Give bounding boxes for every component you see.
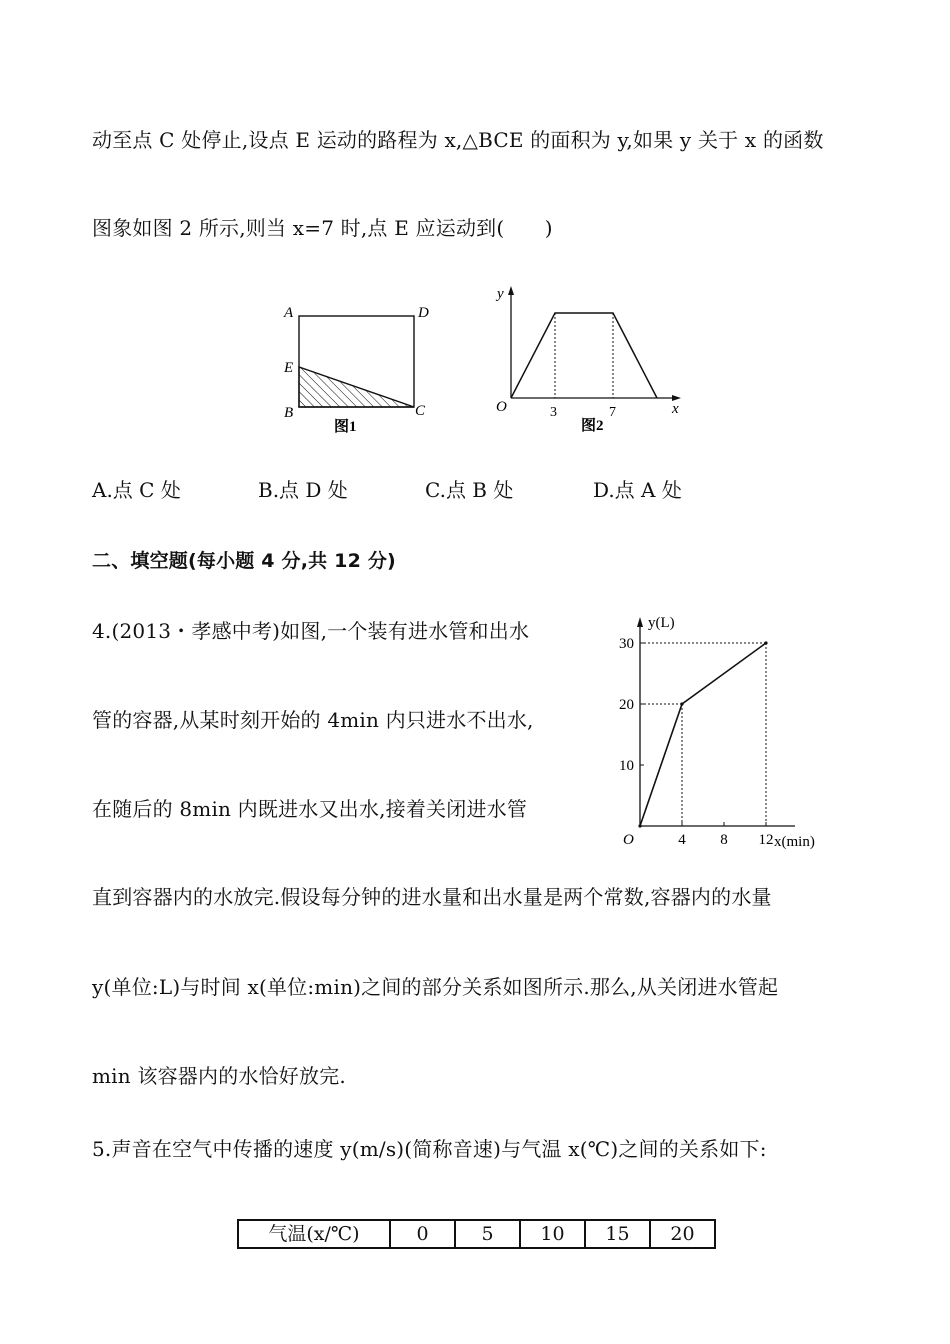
chart-origin-label: O (623, 832, 634, 848)
table-cell: 5 (455, 1220, 520, 1248)
figure-2-tick-3: 3 (550, 405, 557, 420)
q4-line-4: 直到容器内的水放完.假设每分钟的进水量和出水量是两个常数,容器内的水量 (92, 885, 772, 909)
option-b[interactable]: B.点 D 处 (258, 478, 348, 502)
table-cell: 0 (390, 1220, 455, 1248)
table-header-cell: 气温(x/℃) (238, 1220, 390, 1248)
chart-series-line (640, 643, 766, 826)
figure-1 (270, 295, 440, 445)
label-b: B (284, 405, 294, 421)
text-line-2: 图象如图 2 所示,则当 x=7 时,点 E 应运动到( ) (92, 216, 553, 240)
chart-y-tick-label: 10 (619, 758, 634, 774)
q5-line-1: 5.声音在空气中传播的速度 y(m/s)(简称音速)与气温 x(℃)之间的关系如下: (92, 1137, 767, 1161)
label-d: D (418, 305, 429, 321)
figure-1-caption: 图1 (334, 419, 357, 435)
chart-y-label: y(L) (648, 615, 675, 631)
figure-2-y-label: y (497, 286, 504, 302)
label-c: C (415, 403, 426, 419)
chart-point (680, 702, 683, 705)
figure-2-tick-7: 7 (609, 405, 616, 420)
table-cell: 10 (520, 1220, 585, 1248)
table-cell: 15 (585, 1220, 650, 1248)
q4-water-chart (605, 605, 835, 855)
chart-x-tick-label: 8 (720, 832, 728, 848)
chart-y-tick-label: 20 (619, 697, 634, 713)
chart-point (638, 824, 641, 827)
chart-point (764, 641, 767, 644)
text-line-1: 动至点 C 处停止,设点 E 运动的路程为 x,△BCE 的面积为 y,如果 y 关于 x 的函数 (92, 128, 824, 152)
option-a[interactable]: A.点 C 处 (92, 478, 181, 502)
figure-2 (485, 282, 695, 442)
option-c[interactable]: C.点 B 处 (425, 478, 514, 502)
label-a: A (284, 305, 294, 321)
q4-line-1: 4.(2013・孝感中考)如图,一个装有进水管和出水 (92, 619, 530, 643)
chart-y-tick-label: 30 (619, 636, 634, 652)
chart-x-tick-label: 12 (758, 832, 774, 848)
figure-2-graph (511, 313, 657, 398)
chart-x-tick-label: 4 (678, 832, 686, 848)
shaded-triangle-bce (299, 367, 414, 407)
q4-line-3: 在随后的 8min 内既进水又出水,接着关闭进水管 (92, 797, 528, 821)
chart-y-arrow (637, 617, 643, 627)
temperature-table (237, 1219, 716, 1249)
table-row (238, 1220, 715, 1248)
figure-2-x-label: x (672, 401, 679, 417)
option-d[interactable]: D.点 A 处 (593, 478, 682, 502)
figure-2-origin: O (496, 399, 507, 415)
label-e: E (284, 360, 294, 376)
table-cell: 20 (650, 1220, 715, 1248)
chart-x-label: x(min) (774, 834, 815, 850)
q4-line-5: y(单位:L)与时间 x(单位:min)之间的部分关系如图所示.那么,从关闭进水管起 (92, 975, 779, 999)
q4-line-2: 管的容器,从某时刻开始的 4min 内只进水不出水, (92, 708, 534, 732)
q4-line-6: min 该容器内的水恰好放完. (92, 1064, 346, 1088)
figure-2-caption: 图2 (581, 418, 604, 434)
section-heading: 二、填空题(每小题 4 分,共 12 分) (92, 550, 396, 572)
figure-2-y-arrow (508, 286, 514, 295)
